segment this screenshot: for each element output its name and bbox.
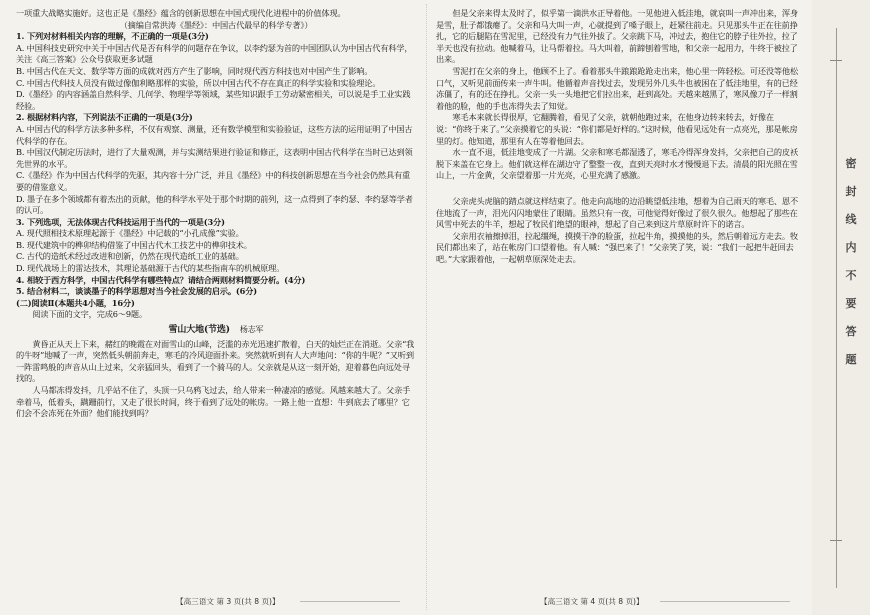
binding-margin <box>812 0 870 615</box>
reading-section-heading: (二)阅读Ⅱ(本题共4小题，16分) <box>16 297 135 308</box>
question-1-option-b: B. 中国古代在天文、数学等方面的成就对西方产生了影响，同时现代西方科技也对中国产生了影响。 <box>16 65 373 76</box>
article-paragraph: 黄昏正从天上下来，赭红的晚霞在对面雪山的山峰，泛滥的赤光迅速扩散着，白天的灿烂正在消逝。父亲“我的牛呀”地喊了一声，突然低头朝前奔走，寒毛的冷风迎面扑来。突然就听到有人大声地问：“你的牛呢？”又听到一阵雷鸣般的声音从山上过来，父亲猛回头，看到了一个骑马的人。父亲就是从这一刻开始，迎着暮色向远处寻找的。 <box>16 338 415 384</box>
seal-char: 题 <box>845 353 857 366</box>
seal-char: 封 <box>845 185 857 198</box>
article-paragraph: 父亲虎头虎脑的踏点就这样结束了。他走向高地的边沿眺望低洼地，想着为自己雨天的寒毛、恩不住地流了一声，泪光闪闪地蒙住了眼睛。虽然只有一夜，可他觉得好像过了很久很久。他想起了那些在风雪中死去的牛羊，想起了牧民们绝望的眼神，想起了自己来到这片草原时许下的诺言。 <box>436 195 799 230</box>
article-author: 杨志军 <box>239 325 264 335</box>
article-paragraph: 雪泥打在父亲的身上，他顾不上了。看着那头牛踉踉跄跄走出来，他心里一阵轻松。可还没等他松口气，又听见前面传来一声牛叫。他循着声音找过去，发现另外几头牛也被困在了低洼地里，有的已经冻僵了，有的还在挣扎。父亲一头一头地把它们拉出来，赶到高处。天越来越黑了，寒风像刀子一样割着他的脸，他的手也冻得失去了知觉。 <box>436 65 799 111</box>
seal-line-tick <box>830 60 842 61</box>
question-1-stem: 1. 下列对材料相关内容的理解，不正确的一项是(3分) <box>16 31 209 42</box>
seal-char: 答 <box>845 325 857 338</box>
footer-rule <box>660 601 790 602</box>
page-footer-right: 【高三语文 第 4 页(共 8 页)】 <box>540 597 644 606</box>
seal-char: 要 <box>845 297 857 310</box>
article-title-text: 雪山大地(节选) <box>168 325 230 336</box>
question-3-option-a: A. 现代照相技术原理起源于《墨经》中记载的“小孔成像”实验。 <box>16 228 244 239</box>
footer-rule <box>300 601 400 602</box>
article-paragraph: 父亲用衣袖擦掉泪，拉起缰绳，摸摸干净的脸蛋，拉起牛角，摸摸他的头，然后朝着远方走去。牧民们都出来了，站在帐房门口望着他。有人喊：“强巴来了！”父亲笑了笑，说：“我们一起把牛赶回去吧。”大家跟着他，一起朝草原深处走去。 <box>436 230 799 264</box>
source-credit: （摘编自常洪涛《墨经》：中国古代最早的科学专著》） <box>119 19 313 30</box>
question-4: 4. 相较于西方科学，中国古代科学有哪些特点？请结合两则材料简要分析。(4分) <box>16 274 306 285</box>
question-1-option-a: A. 中国科技史研究中关于中国古代是否有科学的问题存在争议，以李约瑟为首的中国团队认为中国古代有科学，关注《高三答案》公众号获取更多试题 <box>16 42 413 65</box>
question-3-option-b: B. 现代建筑中的榫卯结构借鉴了中国古代木工技艺中的榫卯技术。 <box>16 239 252 250</box>
question-2-option-c: C.《墨经》作为中国古代科学的先驱，其内容十分广泛，并且《墨经》中的科技创新思想在当今社会仍然具有重要的借鉴意义。 <box>16 170 411 192</box>
seal-line-notice <box>843 150 859 374</box>
article-title <box>16 324 416 337</box>
question-3-option-d: D. 现代战场上的雷达技术，其理论基础源于古代的某些指南车的机械原理。 <box>16 263 285 274</box>
article-paragraph: 寒毛本来就长得很厚，它翻腾着，看见了父亲，就朝他跑过来，在他身边转来转去，好像在说：“你终于来了。”父亲摸着它的头说：“你们都是好样的。”这时候，他看见远处有一点亮光，那是帐房里的灯。他知道，那里有人在等着他回去。 <box>436 112 798 146</box>
question-2-stem: 2. 根据材料内容，下列说法不正确的一项是(3分) <box>16 112 193 123</box>
seal-line <box>836 28 837 588</box>
question-2-option-a: A. 中国古代的科学方法多种多样，不仅有观察、测量，还有数学模型和实验验证，这些方法的运用证明了中国古代科学的存在。 <box>16 123 413 146</box>
seal-line-tick <box>830 540 842 541</box>
seal-char: 线 <box>845 213 857 226</box>
question-2-option-d: D. 墨子在多个领域都有着杰出的贡献，他的科学水平处于那个时期的前列，这一点得到了李约瑟、李约瑟等学者的认可。 <box>16 193 413 216</box>
page-footer-left: 【高三语文 第 3 页(共 8 页)】 <box>176 597 280 606</box>
question-1-option-d: D.《墨经》的内容涵盖自然科学、几何学、物理学等领域，某些知识跟手工劳动紧密相关，可以说是手工业实践经验。 <box>16 89 411 111</box>
question-3-option-c: C. 古代的造纸术经过改进和创新，仍然在现代造纸工业的基础。 <box>16 251 244 262</box>
question-2-option-b: B. 中国汉代制定历法时，进行了大量观测，并与实测结果进行验证和修正，这表明中国古代科学在当时已达到领先世界的水平。 <box>16 147 413 169</box>
seal-char: 不 <box>845 269 857 282</box>
article-paragraph: 水一直不退，低洼地变成了一片湖。父亲和寒毛都湿透了，寒毛冷得浑身发抖，父亲把自己的皮袄脱下来盖在它身上。他们就这样在湖边守了整整一夜，直到天亮时水才慢慢退下去。清晨的阳光照在雪山上，一片金黄，父亲望着那一片光亮，心里充满了感激。 <box>436 147 799 181</box>
page-divider <box>426 4 427 610</box>
seal-char: 内 <box>845 241 857 254</box>
question-5: 5. 结合材料二，谈谈墨子的科学思想对当今社会发展的启示。(6分) <box>16 286 257 297</box>
question-3-stem: 3. 下列选项，无法体现古代科技运用于当代的一项是(3分) <box>16 216 225 227</box>
article-paragraph: 但是父亲来得太及时了，似乎第一滴洪水正导着他。一见他进入低洼地，就哀叫一声冲出来，浑身是雪，肚子都饿瘪了。父亲和马大叫一声，心就提到了嗓子眼上，赶紧往前走。只见那头牛正在往前挣扎，它的后腿陷在雪泥里，已经没有力气往外拔了。父亲跳下马，冲过去，抱住它的脖子往外拉，拉了半天也没有拉动。他喊着马，让马帮着拉。马大叫着，前蹄刨着雪地，和父亲一起用力，牛终于被拉了出来。 <box>436 8 799 65</box>
spacer <box>436 182 800 196</box>
seal-char: 密 <box>845 157 857 170</box>
question-1-option-c: C. 中国古代科技人员没有做过像伽利略那样的实验，所以中国古代不存在真正的科学实验和实验理论。 <box>16 77 381 88</box>
intro-text: 一项重大战略实施好。这也正是《墨经》蕴含的创新思想在中国式现代化进程中的价值体现。 <box>16 8 346 18</box>
article-paragraph: 人马都冻得发抖，几乎站不住了，头顶一只乌鸦飞过去，给人带来一种凄凉的感觉。风越来越大了。父亲手牵着马，低着头，蹒跚前行，又走了很长时间，终于看到了远处的帐房。一路上他一直想：牛到底去了哪里？它们会不会冻死在外面？他们能找到吗？ <box>16 385 411 419</box>
right-page <box>436 8 800 265</box>
left-page <box>16 8 416 420</box>
reading-instruction: 阅读下面的文字，完成6～9题。 <box>32 309 147 320</box>
